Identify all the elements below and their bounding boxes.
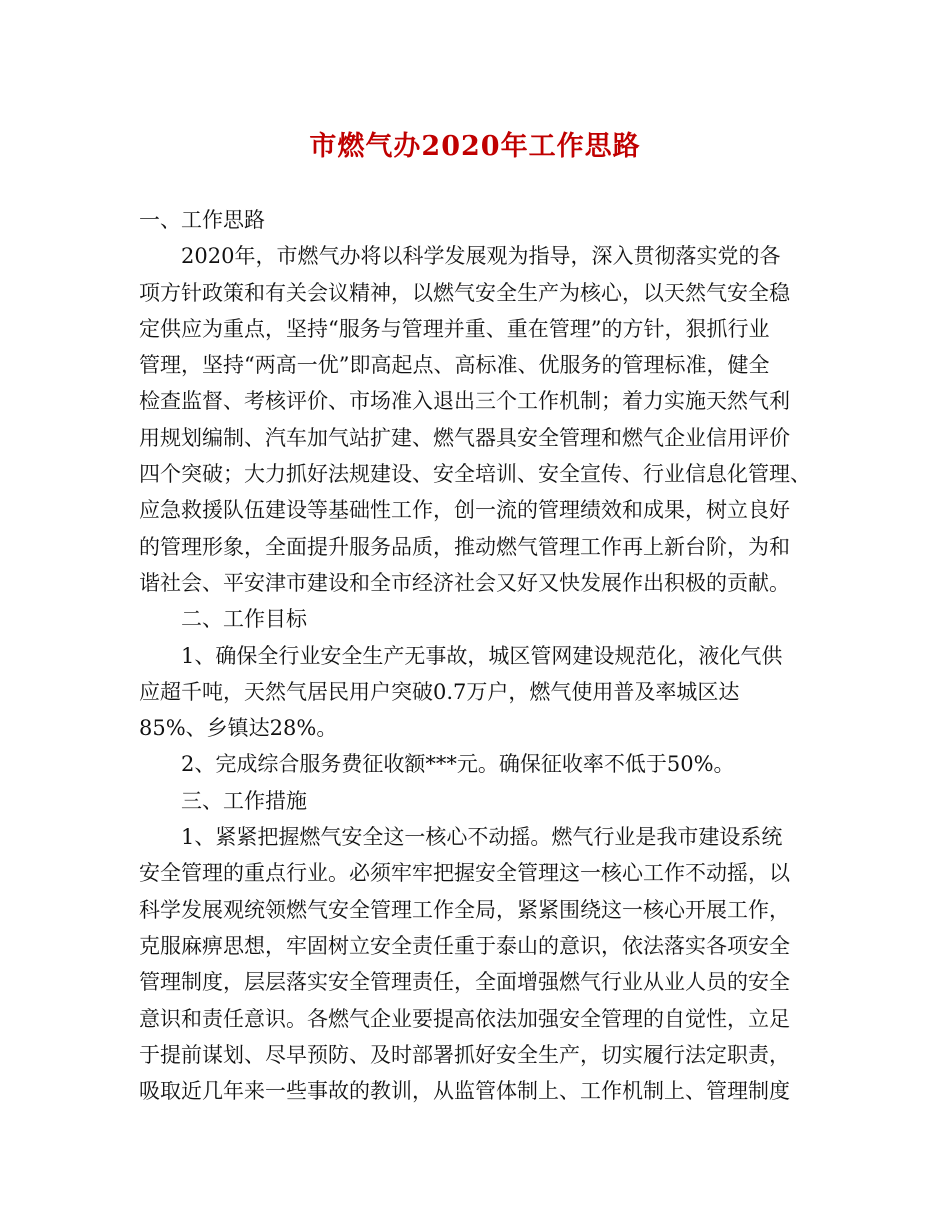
document-title: 市燃气办2020年工作思路 xyxy=(309,131,641,162)
body-line: 管理，坚持“两高一优”即高起点、高标准、优服务的管理标准，健全 xyxy=(139,353,770,378)
body-line: 项方针政策和有关会议精神，以燃气安全生产为核心，以天然气安全稳 xyxy=(139,280,790,305)
section-heading: 二、工作目标 xyxy=(181,607,307,632)
body-line: 一、工作思路 xyxy=(139,208,265,232)
body-line: 管理制度，层层落实安全管理责任，全面增强燃气行业从业人员的安全 xyxy=(139,970,790,995)
body-line: 意识和责任意识。各燃气企业要提高依法加强安全管理的自觉性，立足 xyxy=(139,1006,790,1031)
body-line: 于提前谋划、尽早预防、及时部署抓好安全生产，切实履行法定职责， xyxy=(139,1042,790,1067)
document-body xyxy=(139,202,815,1109)
body-line: 1、紧紧把握燃气安全这一核心不动摇。燃气行业是我市建设系统 xyxy=(181,825,783,850)
body-line: 定供应为重点，坚持“服务与管理并重、重在管理”的方针，狠抓行业 xyxy=(139,316,770,341)
body-line: 应急救援队伍建设等基础性工作，创一流的管理绩效和成果，树立良好 xyxy=(139,498,790,523)
section-heading: 三、工作措施 xyxy=(181,788,307,813)
body-line: 的管理形象，全面提升服务品质，推动燃气管理工作再上新台阶，为和 xyxy=(139,534,790,559)
body-line: 1、确保全行业安全生产无事故，城区管网建设规范化，液化气供 xyxy=(181,643,783,668)
body-line: 用规划编制、汽车加气站扩建、燃气器具安全管理和燃气企业信用评价 xyxy=(139,425,790,450)
body-line: 吸取近几年来一些事故的教训，从监管体制上、工作机制上、管理制度 xyxy=(139,1079,790,1104)
body-line: 谐社会、平安津市建设和全市经济社会又好又快发展作出积极的贡献。 xyxy=(139,570,790,595)
body-line: 科学发展观统领燃气安全管理工作全局，紧紧围绕这一核心开展工作， xyxy=(139,897,790,922)
body-line: 检查监督、考核评价、市场准入退出三个工作机制；着力实施天然气利 xyxy=(139,389,790,414)
body-line: 85%、乡镇达28%。 xyxy=(139,716,338,741)
body-line: 应超千吨，天然气居民用户突破0.7万户，燃气使用普及率城区达 xyxy=(139,679,740,704)
body-line: 2、完成综合服务费征收额***元。确保征收率不低于50%。 xyxy=(181,752,735,777)
body-line: 安全管理的重点行业。必须牢牢把握安全管理这一核心工作不动摇，以 xyxy=(139,861,790,886)
body-line: 2020年，市燃气办将以科学发展观为指导，深入贯彻落实党的各 xyxy=(181,244,781,269)
body-line: 克服麻痹思想，牢固树立安全责任重于泰山的意识，依法落实各项安全 xyxy=(139,933,790,958)
body-line: 四个突破；大力抓好法规建设、安全培训、安全宣传、行业信息化管理、 xyxy=(139,462,811,487)
